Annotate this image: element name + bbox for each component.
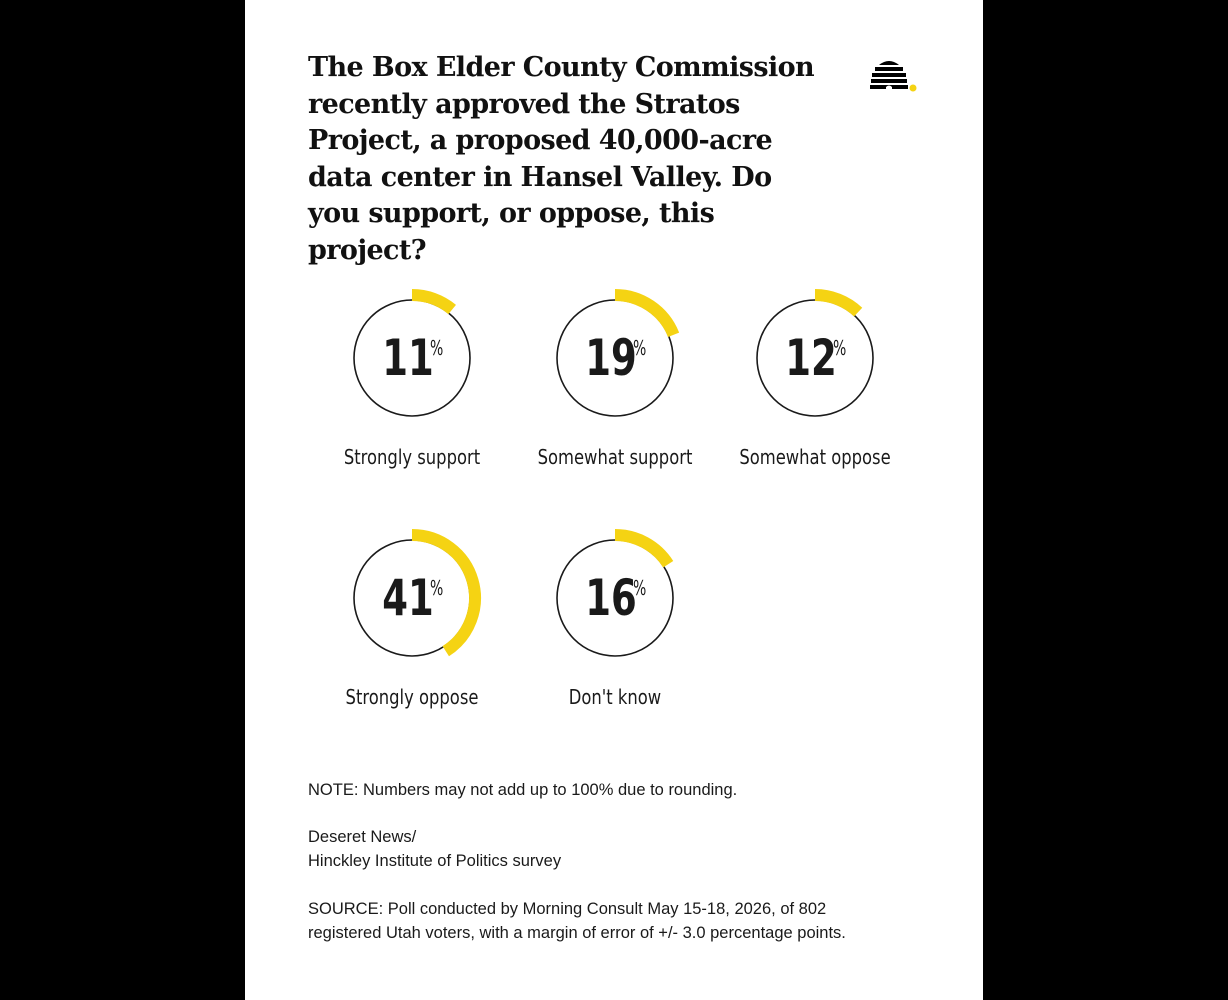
unit-somewhat-support: % — [633, 337, 647, 361]
label-strongly-oppose: Strongly oppose — [345, 686, 479, 710]
rounding-note: NOTE: Numbers may not add up to 100% due to rounding. — [308, 781, 738, 799]
label-somewhat-support: Somewhat support — [537, 446, 693, 470]
arc-strongly-support — [412, 295, 452, 309]
source-line-1: SOURCE: Poll conducted by Morning Consult May 15-18, 2026, of 802 — [308, 900, 827, 918]
value-don-t-know: 16 — [585, 569, 637, 628]
label-somewhat-oppose: Somewhat oppose — [739, 446, 891, 470]
donut-charts — [245, 0, 983, 760]
arc-somewhat-oppose — [815, 295, 858, 312]
value-somewhat-oppose: 12 — [785, 329, 837, 388]
unit-strongly-support: % — [430, 337, 444, 361]
unit-don-t-know: % — [633, 577, 647, 601]
credit-line-1: Deseret News/ — [308, 828, 417, 846]
chart-title: The Box Elder County Commission recently approved the Stratos Project, a proposed 40,000-acre data center in Hansel Valley. Do you support, or oppose, this project? — [308, 52, 815, 266]
label-don-t-know: Don't know — [568, 686, 662, 710]
graphic-card — [245, 0, 983, 1000]
value-somewhat-support: 19 — [585, 329, 637, 388]
value-strongly-support: 11 — [382, 329, 434, 388]
credit-block — [308, 825, 561, 873]
source-block — [308, 897, 846, 945]
value-strongly-oppose: 41 — [382, 569, 434, 628]
source-line-2: registered Utah voters, with a margin of error of +/- 3.0 percentage points. — [308, 924, 846, 942]
unit-strongly-oppose: % — [430, 577, 444, 601]
arc-don-t-know — [615, 535, 668, 564]
label-strongly-support: Strongly support — [343, 446, 481, 470]
unit-somewhat-oppose: % — [833, 337, 847, 361]
credit-line-2: Hinckley Institute of Politics survey — [308, 852, 562, 870]
